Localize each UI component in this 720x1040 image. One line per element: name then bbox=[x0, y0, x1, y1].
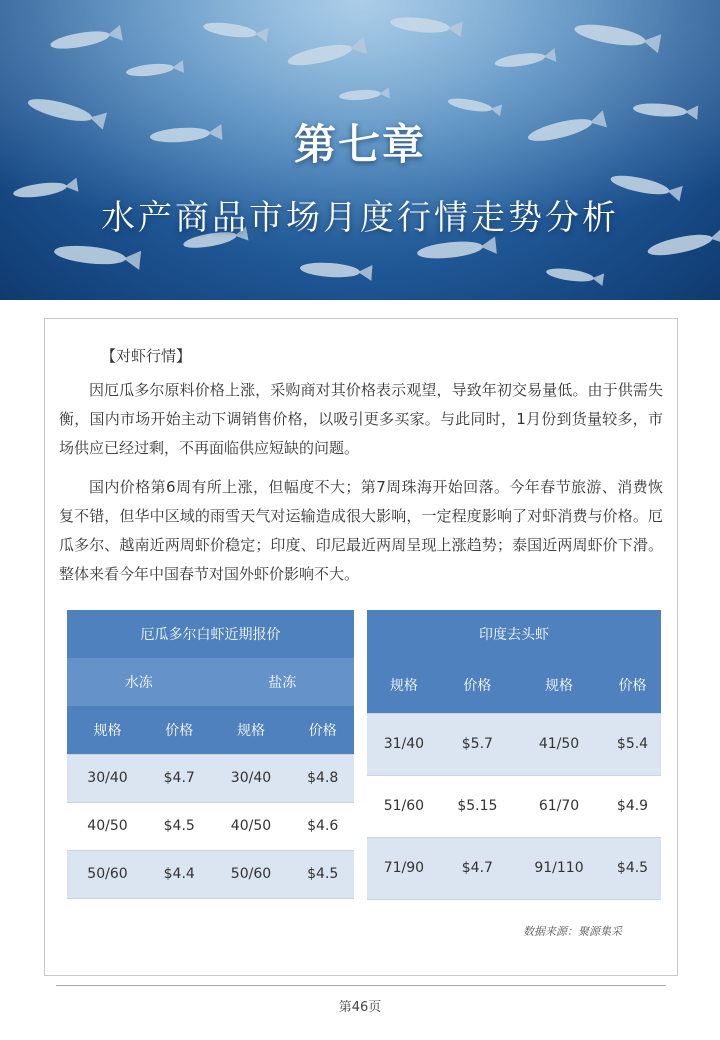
column-header: 价格 bbox=[441, 658, 514, 713]
column-header: 规格 bbox=[210, 706, 291, 754]
table-cell: 71/90 bbox=[367, 837, 441, 899]
page-number: 第46页 bbox=[338, 1000, 382, 1015]
table-row bbox=[367, 713, 661, 775]
table-cell: 50/60 bbox=[210, 850, 291, 898]
table-cell: 30/40 bbox=[67, 754, 148, 802]
section-heading: 【对虾行情】 bbox=[101, 347, 192, 365]
table-cell: $4.4 bbox=[148, 850, 211, 898]
table-row bbox=[67, 802, 354, 850]
group-header: 水冻 bbox=[67, 658, 210, 706]
content-card bbox=[44, 318, 678, 976]
table-cell: 50/60 bbox=[67, 850, 148, 898]
table-cell: 40/50 bbox=[67, 802, 148, 850]
table-cell: 61/70 bbox=[514, 775, 604, 837]
table-cell: $5.15 bbox=[441, 775, 514, 837]
india-price-table bbox=[367, 610, 661, 900]
table-cell: $4.5 bbox=[291, 850, 354, 898]
table-cell: 91/110 bbox=[514, 837, 604, 899]
data-source-note: 数据来源：聚源集采 bbox=[523, 925, 622, 938]
column-header: 价格 bbox=[604, 658, 661, 713]
table-cell: $4.7 bbox=[441, 837, 514, 899]
table-row bbox=[67, 754, 354, 802]
chapter-subtitle: 水产商品市场月度行情走势分析 bbox=[101, 198, 619, 238]
table-cell: 51/60 bbox=[367, 775, 441, 837]
ecuador-price-table bbox=[67, 610, 354, 899]
table-row bbox=[367, 837, 661, 899]
table-row bbox=[367, 775, 661, 837]
paragraph: 国内价格第6周有所上涨，但幅度不大；第7周珠海开始回落。今年春节旅游、消费恢复不错，但华中区域的雨雪天气对运输造成很大影响，一定程度影响了对虾消费与价格。厄瓜多尔、越南近两周虾价稳定；印度、印尼最近两周呈现上涨趋势；泰国近两周虾价下滑。整体来看今年中国春节对国外虾价影响不大。 bbox=[59, 478, 663, 583]
column-header: 价格 bbox=[148, 706, 211, 754]
table-cell: 31/40 bbox=[367, 713, 441, 775]
table-cell: $4.6 bbox=[291, 802, 354, 850]
table-cell: $4.7 bbox=[148, 754, 211, 802]
table-cell: $5.4 bbox=[604, 713, 661, 775]
column-header: 规格 bbox=[514, 658, 604, 713]
column-header: 规格 bbox=[367, 658, 441, 713]
column-header: 规格 bbox=[67, 706, 148, 754]
table-row bbox=[67, 850, 354, 898]
table-cell: 41/50 bbox=[514, 713, 604, 775]
header-banner bbox=[0, 0, 720, 300]
table-cell: $4.5 bbox=[604, 837, 661, 899]
footer-divider bbox=[56, 985, 666, 986]
table-cell: $4.8 bbox=[291, 754, 354, 802]
table-cell: $4.5 bbox=[148, 802, 211, 850]
table-cell: 40/50 bbox=[210, 802, 291, 850]
table-title: 厄瓜多尔白虾近期报价 bbox=[67, 610, 354, 658]
table-cell: $5.7 bbox=[441, 713, 514, 775]
group-header: 盐冻 bbox=[210, 658, 354, 706]
column-header: 价格 bbox=[291, 706, 354, 754]
table-cell: 30/40 bbox=[210, 754, 291, 802]
table-cell: $4.9 bbox=[604, 775, 661, 837]
paragraph: 因厄瓜多尔原料价格上涨，采购商对其价格表示观望，导致年初交易量低。由于供需失衡，国内市场开始主动下调销售价格，以吸引更多买家。与此同时，1月份到货量较多，市场供应已经过剩，不再面临供应短缺的问题。 bbox=[59, 381, 663, 457]
table-title: 印度去头虾 bbox=[367, 610, 661, 658]
chapter-title: 第七章 bbox=[293, 120, 426, 169]
